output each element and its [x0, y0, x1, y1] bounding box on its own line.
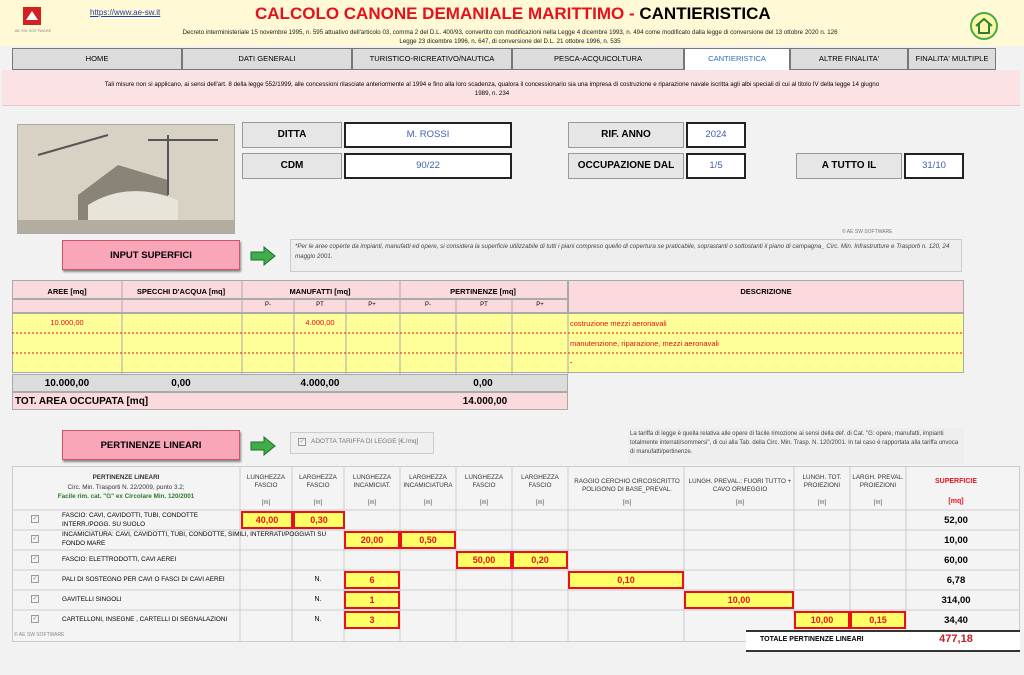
sub-pt-2: PT — [480, 302, 488, 308]
row6-label: CARTELLONI, INSEGNE , CARTELLI DI SEGNALAZIONI — [62, 616, 228, 623]
row1-superficie: 52,00 — [944, 515, 968, 526]
row3-label: FASCIO: ELETTRODOTTI, CAVI AEREI — [62, 556, 177, 563]
col-superficie-unit: [mq] — [948, 498, 964, 505]
col-largh-fascio: LARGHEZZA FASCIO — [299, 474, 337, 489]
home-button[interactable] — [970, 12, 998, 40]
tot-area-label: TOT. AREA OCCUPATA [mq] — [15, 396, 149, 407]
row5-lungh-preval[interactable]: 10,00 — [684, 591, 794, 609]
row2-largh[interactable]: 0,50 — [400, 531, 456, 549]
adotta-label: ADOTTA TARIFFA DI LEGGE [€./mq] — [311, 438, 419, 445]
col-lungh-preval: LUNGH. PREVAL.: FUORI TUTTO + CAVO ORMEGGIO — [688, 478, 792, 493]
unit-3: [m] — [367, 500, 377, 506]
col-descrizione: DESCRIZIONE — [740, 287, 792, 296]
sub-pt: PT — [316, 302, 324, 308]
col-lungh-fascio: LUNGHEZZA FASCIO — [246, 474, 286, 489]
r2-descrizione[interactable]: manutenzione, riparazione, mezzi aeronavali — [570, 339, 719, 348]
page-title: CALCOLO CANONE DEMANIALE MARITTIMO - CANTIERISTICA — [255, 4, 771, 23]
col-largh-proiez: LARGH. PREVAL. PROIEZIONI — [852, 474, 904, 489]
shipyard-photo — [17, 124, 235, 234]
input-note: *Per le aree coperte da impianti, manufatti ed opere, si considera la superficie utilizzabile di tutti i piani compreso quello di copertura se praticabile, soprastanti o sottostanti il piano di campagna_ Circ. Min. Infrastrutture e Trasporti n. 120, 24 maggio 2001. — [290, 239, 962, 272]
row1-label: FASCIO: CAVI, CAVIDOTTI, TUBI, CONDOTTE INTERR./POGG. SU SUOLO — [62, 512, 198, 528]
occupazione-label: OCCUPAZIONE DAL — [568, 153, 684, 179]
table-grid — [12, 280, 964, 374]
tab-bar — [12, 48, 996, 70]
row5-checkbox[interactable]: ✓ — [32, 596, 38, 602]
unit-10: [m] — [873, 500, 883, 506]
totale-pertinenze-label: TOTALE PERTINENZE LINEARI — [760, 636, 864, 643]
row2-checkbox[interactable]: ✓ — [32, 536, 38, 542]
input-superfici-button[interactable]: INPUT SUPERFICI — [62, 240, 240, 270]
row6-superficie: 34,40 — [944, 615, 968, 626]
row2-lungh[interactable]: 20,00 — [344, 531, 400, 549]
sub-pplus-2: P+ — [536, 302, 544, 308]
photo-caption: © AE SW SOFTWARE — [842, 229, 893, 235]
row4-n: N. — [314, 576, 322, 583]
unit-6: [m] — [535, 500, 545, 506]
tab-home[interactable]: HOME — [12, 48, 182, 70]
cdm-label: CDM — [242, 153, 342, 179]
row6-checkbox[interactable]: ✓ — [32, 616, 38, 622]
col-raggio: RAGGIO CERCHIO CIRCOSCRITTO POLIGONO DI BASE_PREVAL. — [574, 478, 680, 493]
unit-4: [m] — [423, 500, 433, 506]
row6-n: N. — [314, 616, 322, 623]
arrow-right-icon — [250, 246, 276, 266]
sub-pplus: P+ — [368, 302, 376, 308]
row2-label: INCAMICIATURA: CAVI, CAVIDOTTI, TUBI, CONDOTTE, SIMILI, INTERRATI/POGGIATI SU FONDO MARE — [62, 531, 327, 547]
unit-2: [m] — [313, 500, 323, 506]
row6-count[interactable]: 3 — [344, 611, 400, 629]
tab-cantieristica[interactable]: CANTIERISTICA — [684, 48, 790, 70]
row5-n: N. — [314, 596, 322, 603]
row1-largh[interactable]: 0,30 — [293, 511, 345, 529]
col-specchi: SPECCHI D'ACQUA [mq] — [136, 287, 226, 296]
logo-caption: AE SW SOFTWARE — [14, 28, 52, 33]
sub-pminus-2: P- — [425, 302, 431, 308]
pertinenze-sub2: Facile rim. cat. "G" ex Circolare Min. 120/2001 — [57, 493, 195, 500]
tot-area-value: 14.000,00 — [462, 396, 508, 407]
col-lungh-tot: LUNGH. TOT. PROIEZIONI — [802, 474, 842, 489]
pertinenze-sub1: Circ. Min. Trasporti N. 22/2009, punto 3.2; — [67, 484, 185, 491]
arrow-right-icon-2 — [250, 436, 276, 456]
row4-checkbox[interactable]: ✓ — [32, 576, 38, 582]
row3-largh[interactable]: 0,20 — [512, 551, 568, 569]
unit-9: [m] — [817, 500, 827, 506]
pertinenze-note: La tariffa di legge è quella relativa alle opere di facile rimozione ai sensi della def. di Cat. "G: opere, manufatti, impianti totalmente interrati/sommersi", di cui alla Tab. della Circ. Min. Trasp. N. 120/2001. In tal caso è rapportata alla tariffa unvoca di manufatti/pertinenze. — [628, 428, 964, 464]
unit-1: [m] — [261, 500, 271, 506]
col-lungh-incam: LUNGHEZZA INCAMICIAT. — [352, 474, 392, 489]
ditta-label: DITTA — [242, 122, 342, 148]
tab-turistico[interactable]: TURISTICO-RICREATIVO/NAUTICA — [352, 48, 512, 70]
tutto-field[interactable]: 31/10 — [904, 153, 964, 179]
col-lungh-fascio-2: LUNGHEZZA FASCIO — [464, 474, 504, 489]
logo-icon — [22, 6, 42, 26]
tutto-label: A TUTTO IL — [796, 153, 902, 179]
tot-aree: 10.000,00 — [44, 378, 90, 389]
r1-aree[interactable]: 10.000,00 — [50, 318, 84, 327]
legal-note: Tali misure non si applicano, ai sensi dell'art. 8 della legge 552/1999, alle concessioni rilasciate anteriormente al 1994 e fino alla loro scadenza, qualora il concessionario sia una impresa di costruzione e riparazione navale iscritta agli albi speciali di cui al titolo IV della legge 14 giugno 1989, n. 234 — [2, 70, 1020, 106]
col-pertinenze: PERTINENZE [mq] — [450, 287, 516, 296]
row6-largh-proiez[interactable]: 0,15 — [850, 611, 906, 629]
col-largh-fascio-2: LARGHEZZA FASCIO — [521, 474, 559, 489]
tab-dati-generali[interactable]: DATI GENERALI — [182, 48, 352, 70]
website-link[interactable]: https://www.ae-sw.it — [90, 8, 161, 17]
row4-label: PALI DI SOSTEGNO PER CAVI O FASCI DI CAVI AEREI — [62, 576, 225, 583]
row3-checkbox[interactable]: ✓ — [32, 556, 38, 562]
pertinenze-title: PERTINENZE LINEARI — [92, 474, 160, 481]
row2-superficie: 10,00 — [944, 535, 968, 546]
row4-count[interactable]: 6 — [344, 571, 400, 589]
rif-anno-label: RIF. ANNO — [568, 122, 684, 148]
occupazione-field[interactable]: 1/5 — [686, 153, 746, 179]
unit-5: [m] — [479, 500, 489, 506]
sub-pminus: P- — [265, 302, 271, 308]
home-icon — [972, 14, 996, 38]
tot-specchi: 0,00 — [171, 378, 191, 389]
row1-checkbox[interactable]: ✓ — [32, 516, 38, 522]
adotta-checkbox[interactable]: ✓ — [299, 439, 305, 445]
decree-text: Decreto interministeriale 15 novembre 1995, n. 595 attuativo dell'articolo 03, comma 2 del D.L. 400/93, convertito con modificazioni nella Legge 4 dicembre 1993, n. 494 come modificato dalla legge di conversione del 13 ottobre 2020 n. 126 Legge 23 dicembre 1996, n. 647, di conversione del D.L. 21 ottobre 1996, n. 535 — [182, 29, 838, 45]
tot-manufatti: 4.000,00 — [300, 378, 340, 389]
r3-descrizione[interactable]: - — [570, 358, 573, 367]
col-manufatti: MANUFATTI [mq] — [289, 287, 351, 296]
r1-descrizione[interactable]: costruzione mezzi aeronavali — [570, 319, 667, 328]
row5-label: GAVITELLI SINGOLI — [62, 596, 122, 603]
pertinenze-lineari-button[interactable]: PERTINENZE LINEARI — [62, 430, 240, 460]
r1-pt[interactable]: 4.000,00 — [305, 318, 335, 327]
row6-lungh-tot[interactable]: 10,00 — [794, 611, 850, 629]
row5-count[interactable]: 1 — [344, 591, 400, 609]
row4-raggio[interactable]: 0,10 — [568, 571, 684, 589]
col-aree: AREE [mq] — [47, 287, 87, 296]
row5-superficie: 314,00 — [941, 595, 971, 606]
cdm-field[interactable]: 90/22 — [344, 153, 512, 179]
col-largh-incam: LARGHEZZA INCAMICIATURA — [403, 474, 453, 489]
tab-pesca[interactable]: PESCA-ACQUICOLTURA — [512, 48, 684, 70]
col-superficie: SUPERFICIE — [934, 478, 977, 485]
footer-copyright: © AE SW SOFTWARE — [14, 632, 65, 638]
rif-anno-field[interactable]: 2024 — [686, 122, 746, 148]
tot-pertinenze: 0,00 — [473, 378, 493, 389]
totale-pertinenze-value: 477,18 — [939, 633, 973, 645]
tab-altre-finalita[interactable]: ALTRE FINALITA' — [790, 48, 908, 70]
ditta-field[interactable]: M. ROSSI — [344, 122, 512, 148]
tab-finalita-multiple[interactable]: FINALITA' MULTIPLE — [908, 48, 996, 70]
row3-superficie: 60,00 — [944, 555, 968, 566]
row4-superficie: 6,78 — [946, 575, 966, 586]
row1-lungh[interactable]: 40,00 — [241, 511, 293, 529]
unit-8: [m] — [735, 500, 745, 506]
row3-lungh[interactable]: 50,00 — [456, 551, 512, 569]
unit-7: [m] — [622, 500, 632, 506]
